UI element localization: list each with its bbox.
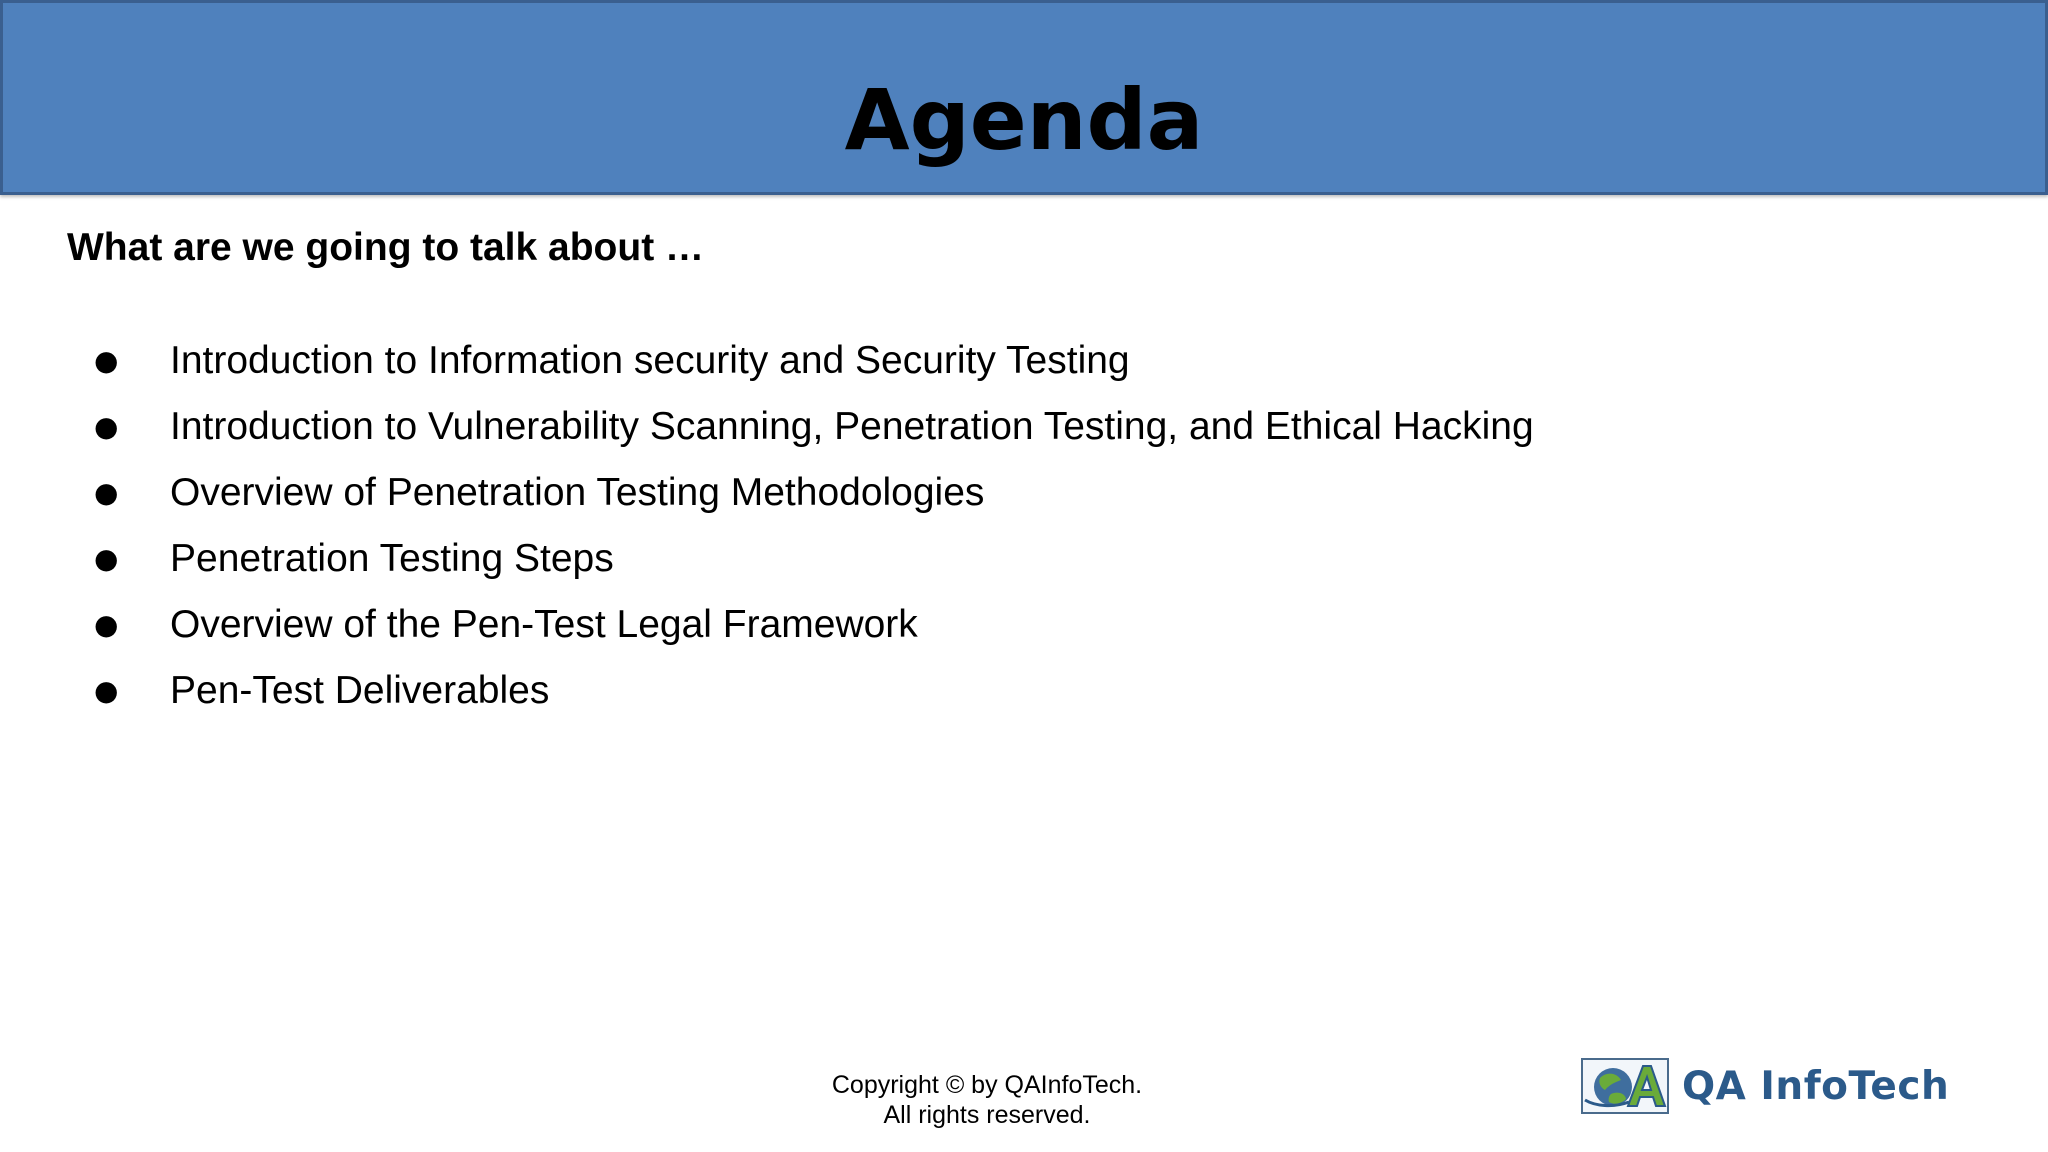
agenda-item bbox=[0, 592, 1700, 658]
agenda-item-text: Penetration Testing Steps bbox=[170, 537, 614, 580]
slide-subtitle: What are we going to talk about … bbox=[67, 226, 705, 269]
agenda-list bbox=[0, 328, 1700, 724]
agenda-item bbox=[0, 658, 1700, 724]
agenda-item-text: Pen-Test Deliverables bbox=[170, 669, 550, 712]
qa-globe-logo-icon bbox=[1581, 1058, 1669, 1114]
agenda-item-text: Overview of Penetration Testing Methodologies bbox=[170, 471, 985, 514]
agenda-item-text: Introduction to Information security and Security Testing bbox=[170, 339, 1130, 382]
agenda-item-text: Overview of the Pen-Test Legal Framework bbox=[170, 603, 918, 646]
agenda-item bbox=[0, 328, 1700, 394]
copyright-notice bbox=[787, 1070, 1187, 1130]
slide-title: Agenda bbox=[844, 71, 1204, 169]
bullet-icon: ● bbox=[94, 674, 119, 707]
agenda-item-text: Introduction to Vulnerability Scanning, Penetration Testing, and Ethical Hacking bbox=[170, 405, 1534, 448]
logo-wordmark: QA InfoTech bbox=[1682, 1063, 1950, 1109]
agenda-item bbox=[0, 526, 1700, 592]
bullet-icon: ● bbox=[94, 542, 119, 575]
bullet-icon: ● bbox=[94, 410, 119, 443]
bullet-icon: ● bbox=[94, 608, 119, 641]
bullet-icon: ● bbox=[94, 344, 119, 377]
bullet-icon: ● bbox=[94, 476, 119, 509]
agenda-item bbox=[0, 460, 1700, 526]
rights-line: All rights reserved. bbox=[883, 1101, 1091, 1129]
company-logo bbox=[1581, 1057, 1949, 1115]
copyright-line: Copyright © by QAInfoTech. bbox=[831, 1071, 1143, 1099]
agenda-item bbox=[0, 394, 1700, 460]
